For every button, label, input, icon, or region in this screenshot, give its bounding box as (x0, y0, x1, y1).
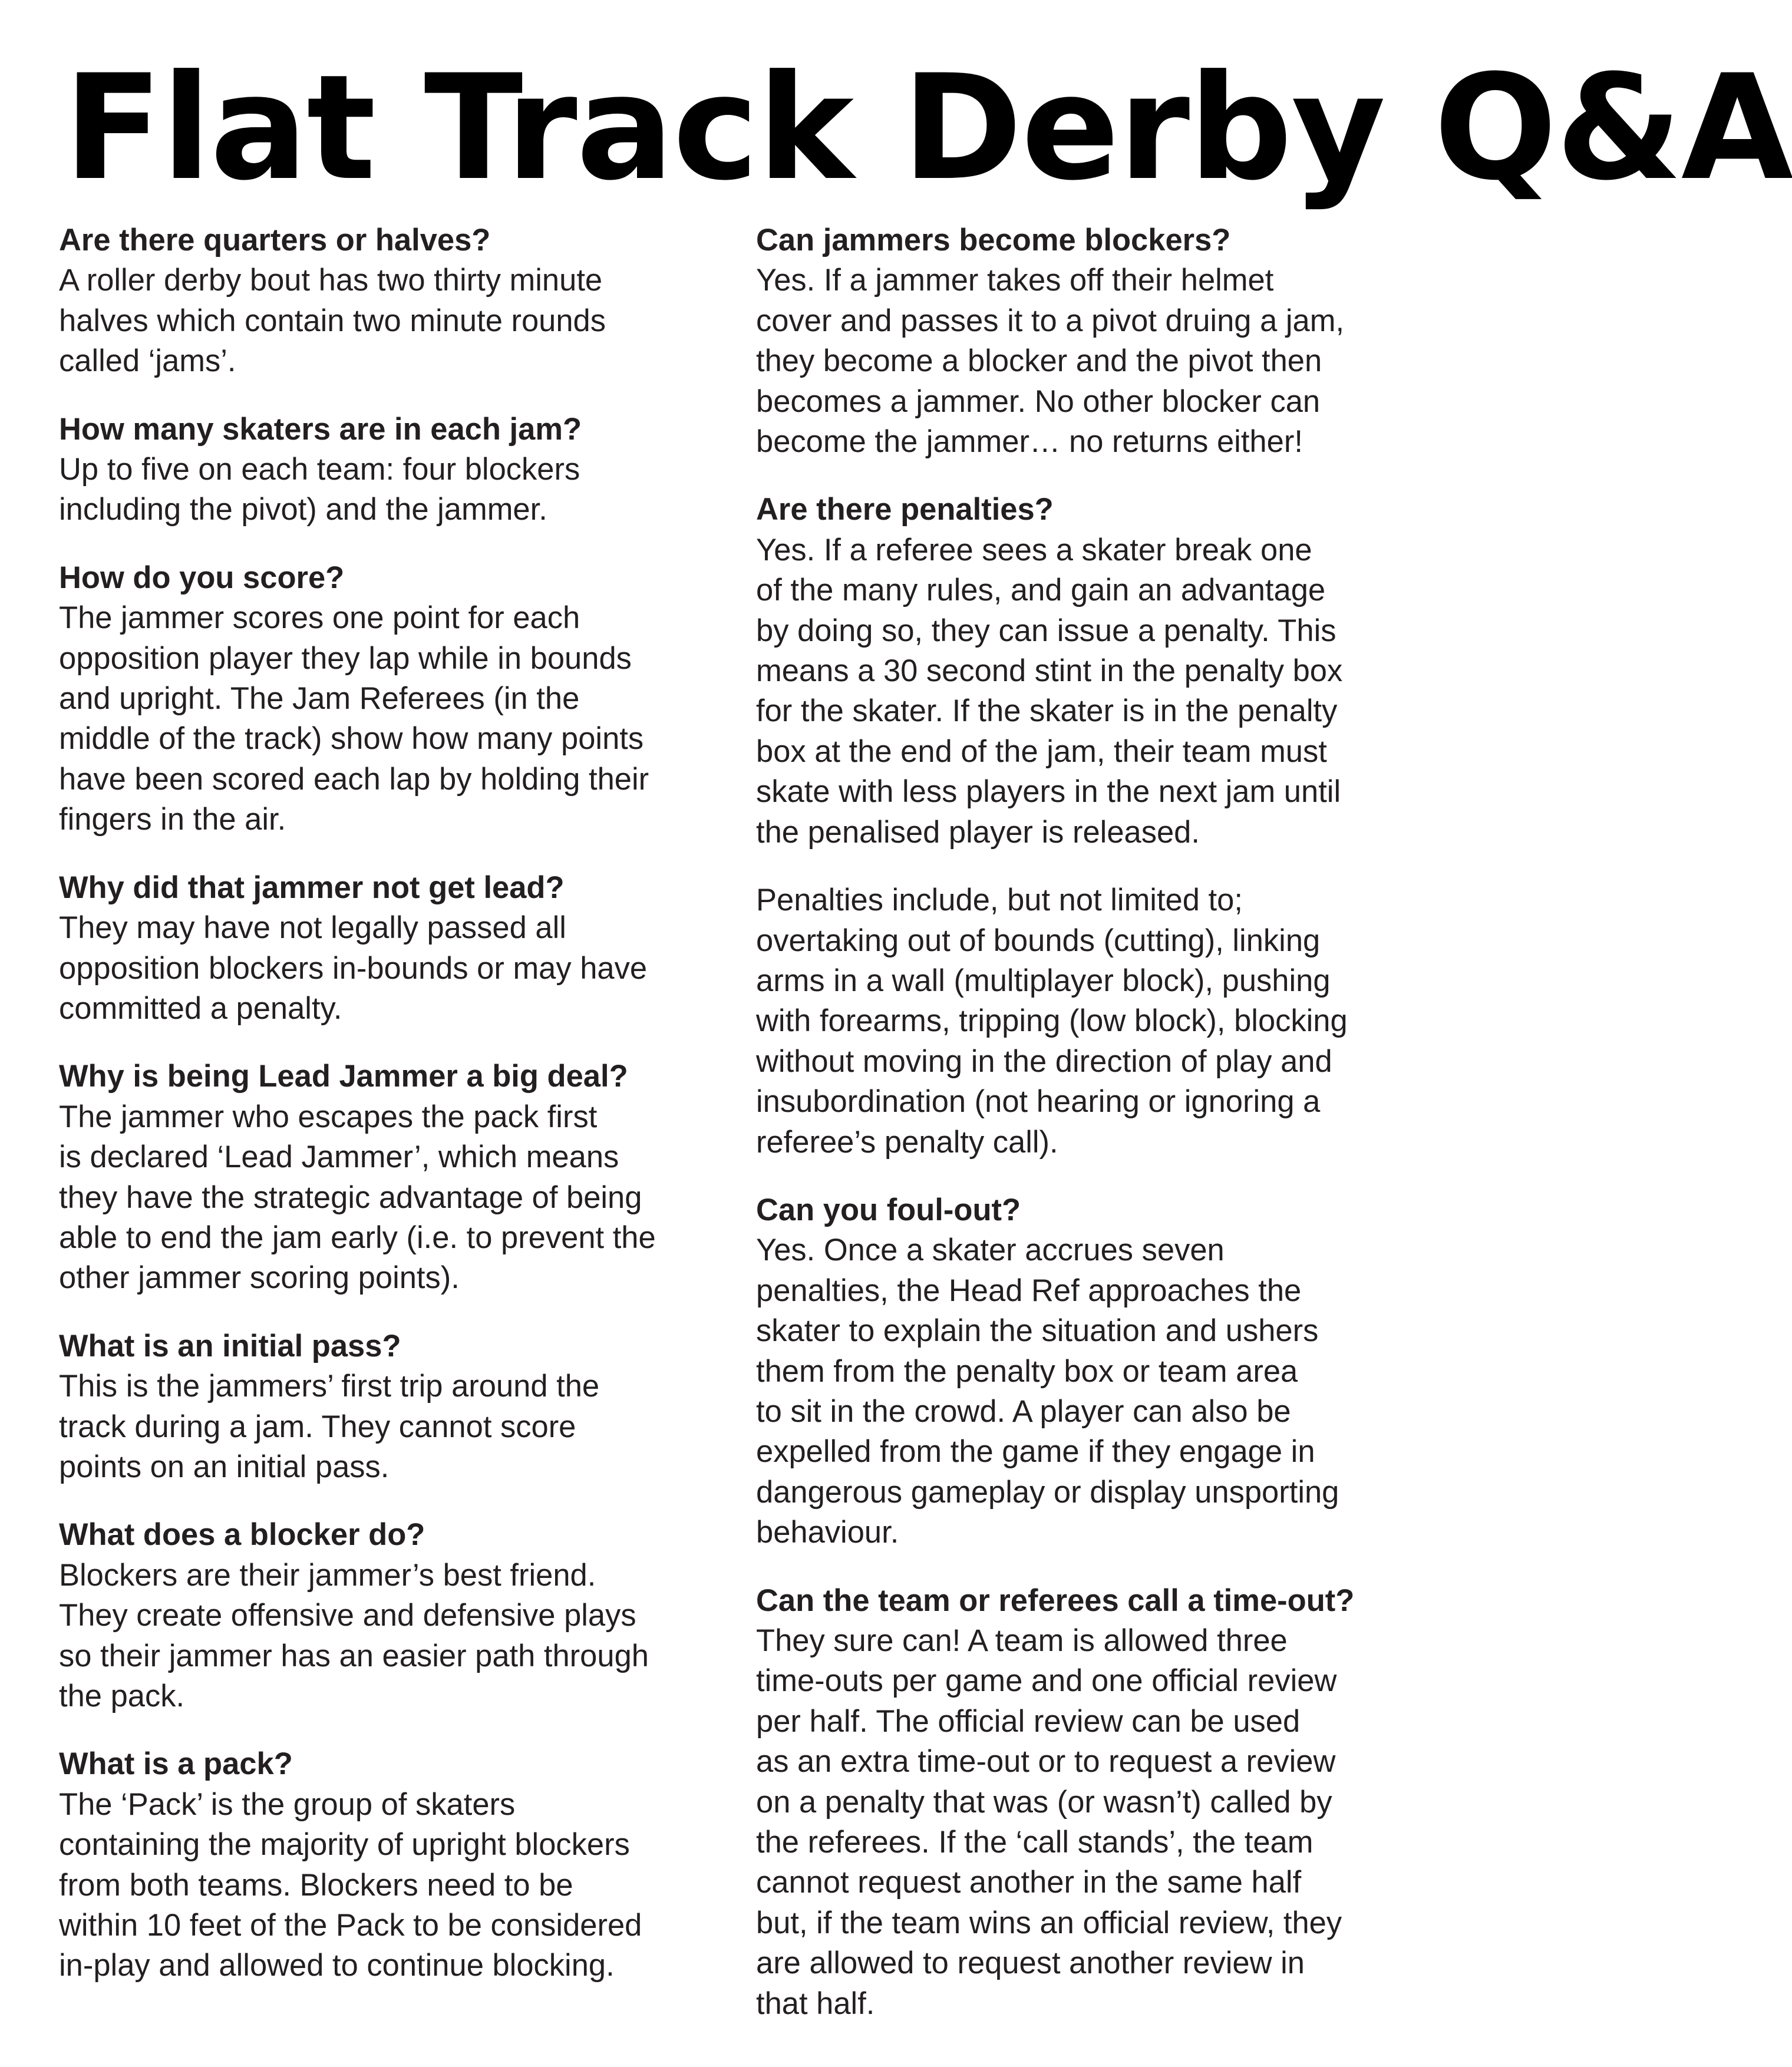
answer: Penalties include, but not limited to; overtaking out of bounds (cutting), linking arms in a wall (multiplayer block), pushing with forearms, tripping (low block), blocking without moving in the direction of play and insubordination (not hearing or ignoring a referee’s penalty call). (756, 883, 1348, 1160)
qa-item (59, 1326, 737, 1488)
answer: They may have not legally passed all opposition blockers in-bounds or may have committed a penalty. (59, 910, 648, 1026)
qa-item (59, 1056, 737, 1298)
question: Can you foul-out? (756, 1192, 1021, 1227)
question: Can jammers become blockers? (756, 223, 1231, 257)
qa-item (59, 220, 737, 382)
question: Are there quarters or halves? (59, 223, 491, 257)
qa-item (756, 220, 1446, 462)
qa-item (59, 410, 737, 530)
qa-item (59, 1515, 737, 1716)
qa-item (756, 490, 1446, 853)
answer: They sure can! A team is allowed three time-outs per game and one official review per half. The official review can be used as an extra time-out or to request a review on a penalty that was (or wasn’t) called by the referees. If the ‘call stands’, the team cannot request another in the same half but, if the team wins an official review, they are allowed to request another review in that half. (756, 1623, 1342, 2021)
answer: The jammer who escapes the pack first is declared ‘Lead Jammer’, which means they have the strategic advantage of being able to end the jam early (i.e. to prevent the other jammer scoring points). (59, 1099, 656, 1296)
qa-item (756, 1190, 1446, 1553)
question: Why is being Lead Jammer a big deal? (59, 1059, 628, 1094)
answer: Yes. Once a skater accrues seven penalties, the Head Ref approaches the skater to explain the situation and ushers them from the penalty box or team area to sit in the crowd. A player can also be expelled from the game if they engage in dangerous gameplay or display unsporting behaviour. (756, 1233, 1339, 1550)
question: Can the team or referees call a time-out? (756, 1583, 1355, 1618)
question: Why did that jammer not get lead? (59, 870, 565, 905)
right-column (756, 220, 1446, 2052)
question: What is an initial pass? (59, 1328, 401, 1363)
answer: The ‘Pack’ is the group of skaters containing the majority of upright blockers from both teams. Blockers need to be within 10 feet of the Pack to be considered in-play and allowed to continue blocking. (59, 1787, 642, 1983)
question: What is a pack? (59, 1746, 293, 1782)
answer: Blockers are their jammer’s best friend. They create offensive and defensive plays so their jammer has an easier path through the pack. (59, 1557, 649, 1713)
answer: Yes. If a referee sees a skater break one of the many rules, and gain an advantage by doing so, they can issue a penalty. This means a 30 second stint in the penalty box for the skater. If the skater is in the penalty box at the end of the jam, their team must skate with less players in the next jam until the penalised player is released. (756, 532, 1343, 850)
page-title: Flat Track Derby Q&A (64, 44, 1792, 213)
qa-item (59, 558, 737, 840)
qa-item-penalties-list (756, 880, 1446, 1163)
question: How many skaters are in each jam? (59, 411, 582, 447)
qa-item (756, 1581, 1446, 2024)
question: Are there penalties? (756, 492, 1054, 527)
answer: A roller derby bout has two thirty minute halves which contain two minute rounds called ‘jams’. (59, 263, 606, 379)
answer: Up to five on each team: four blockers including the pivot) and the jammer. (59, 452, 580, 527)
question: How do you score? (59, 560, 345, 595)
qa-item (59, 868, 737, 1029)
answer: Yes. If a jammer takes off their helmet cover and passes it to a pivot druing a jam, they become a blocker and the pivot then becomes a jammer. No other blocker can become the jammer… no returns either! (756, 263, 1345, 460)
answer: This is the jammers’ first trip around the track during a jam. They cannot score points on an initial pass. (59, 1369, 600, 1484)
answer: The jammer scores one point for each opposition player they lap while in bounds and upright. The Jam Referees (in the middle of the track) show how many points have been scored each lap by holding their fingers in the air. (59, 600, 649, 837)
left-column (59, 220, 737, 2014)
question: What does a blocker do? (59, 1517, 425, 1553)
qa-item (59, 1744, 737, 1986)
